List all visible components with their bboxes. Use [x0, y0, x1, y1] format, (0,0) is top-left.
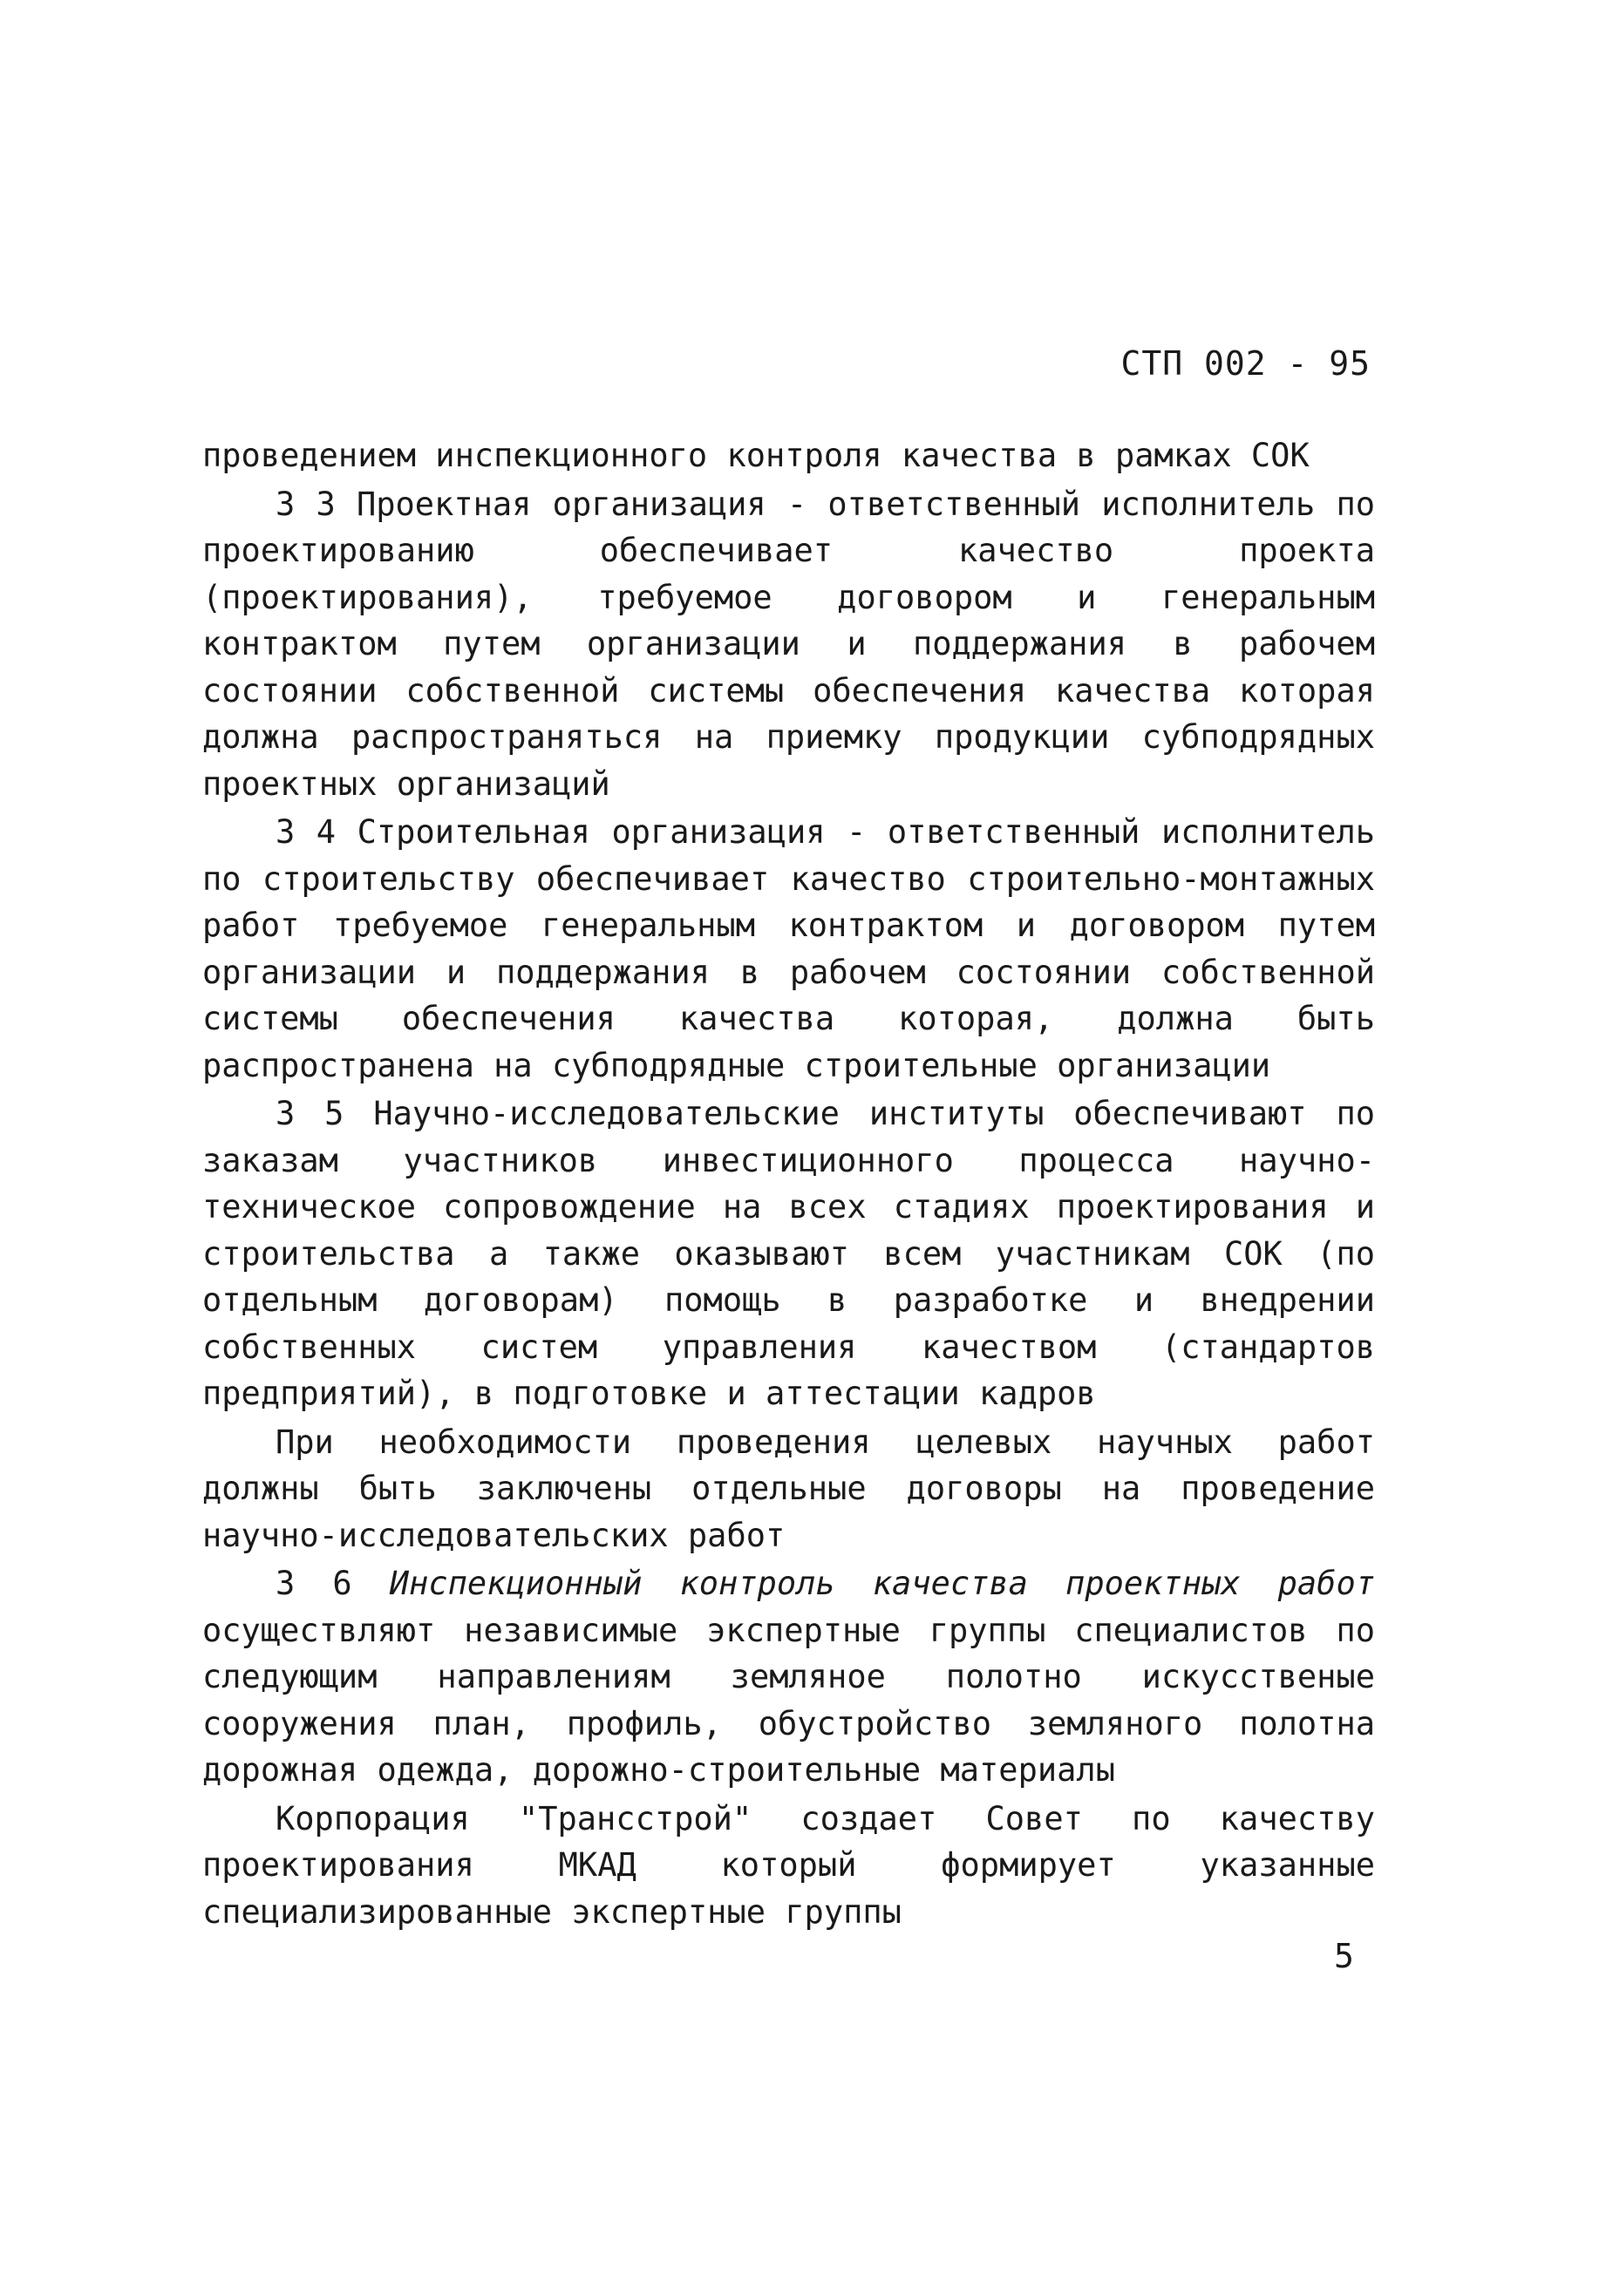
paragraph-3-3: 3 3 Проектная организация - ответственный исполнитель по проектированию обеспечивает качество проекта (проектирования), требуемое договором и генеральным контрактом путем организации и поддержания в рабочем состоянии собственной системы обеспечения качества которая должна распространяться на приемку продукции субподрядных проектных организаций: [202, 485, 1375, 803]
paragraph-3-5-note: При необходимости проведения целевых научных работ должны быть заключены отдельные договоры на проведение научно-исследовательских работ: [202, 1423, 1375, 1554]
paragraph-3-6-note: Корпорация "Трансстрой" создает Совет по качеству проектирования МКАД который формирует указанные специализированные экспертные группы: [202, 1799, 1375, 1931]
paragraph-3-6: [202, 1560, 1375, 1794]
paragraph-3-6-rest: осуществляют независимые экспертные группы специалистов по следующим направлениям земляное полотно искусственые сооружения план, профиль, обустройство земляного полотна дорожная одежда, дорожно-строительные материалы: [202, 1611, 1375, 1789]
paragraph-3-5: 3 5 Научно-исследовательские институты обеспечивают по заказам участников инвестиционного процесса научно-техническое сопровождение на всех стадиях проектирования и строительства а также оказывают всем участникам СОК (по отдельным договорам) помощь в разработке и внедрении собственных систем управления качеством (стандартов предприятий), в подготовке и аттестации кадров: [202, 1095, 1375, 1412]
paragraph-3-6-number: 3 6: [276, 1565, 352, 1602]
document-code: СТП 002 - 95: [1120, 344, 1371, 383]
page-number: 5: [1334, 1937, 1354, 1975]
paragraph-3-6-italic-title: Инспекционный контроль качества проектных работ: [389, 1565, 1376, 1602]
document-body: [202, 432, 1375, 1935]
paragraph-3-4: 3 4 Строительная организация - ответственный исполнитель по строительству обеспечивает качество строительно-монтажных работ требуемое генеральным контрактом и договором путем организации и поддержания в рабочем состоянии собственной системы обеспечения качества которая, должна быть распространена на субподрядные строительные организации: [202, 813, 1375, 1084]
paragraph-continuation: проведением инспекционного контроля качества в рамках СОК: [202, 437, 1310, 474]
